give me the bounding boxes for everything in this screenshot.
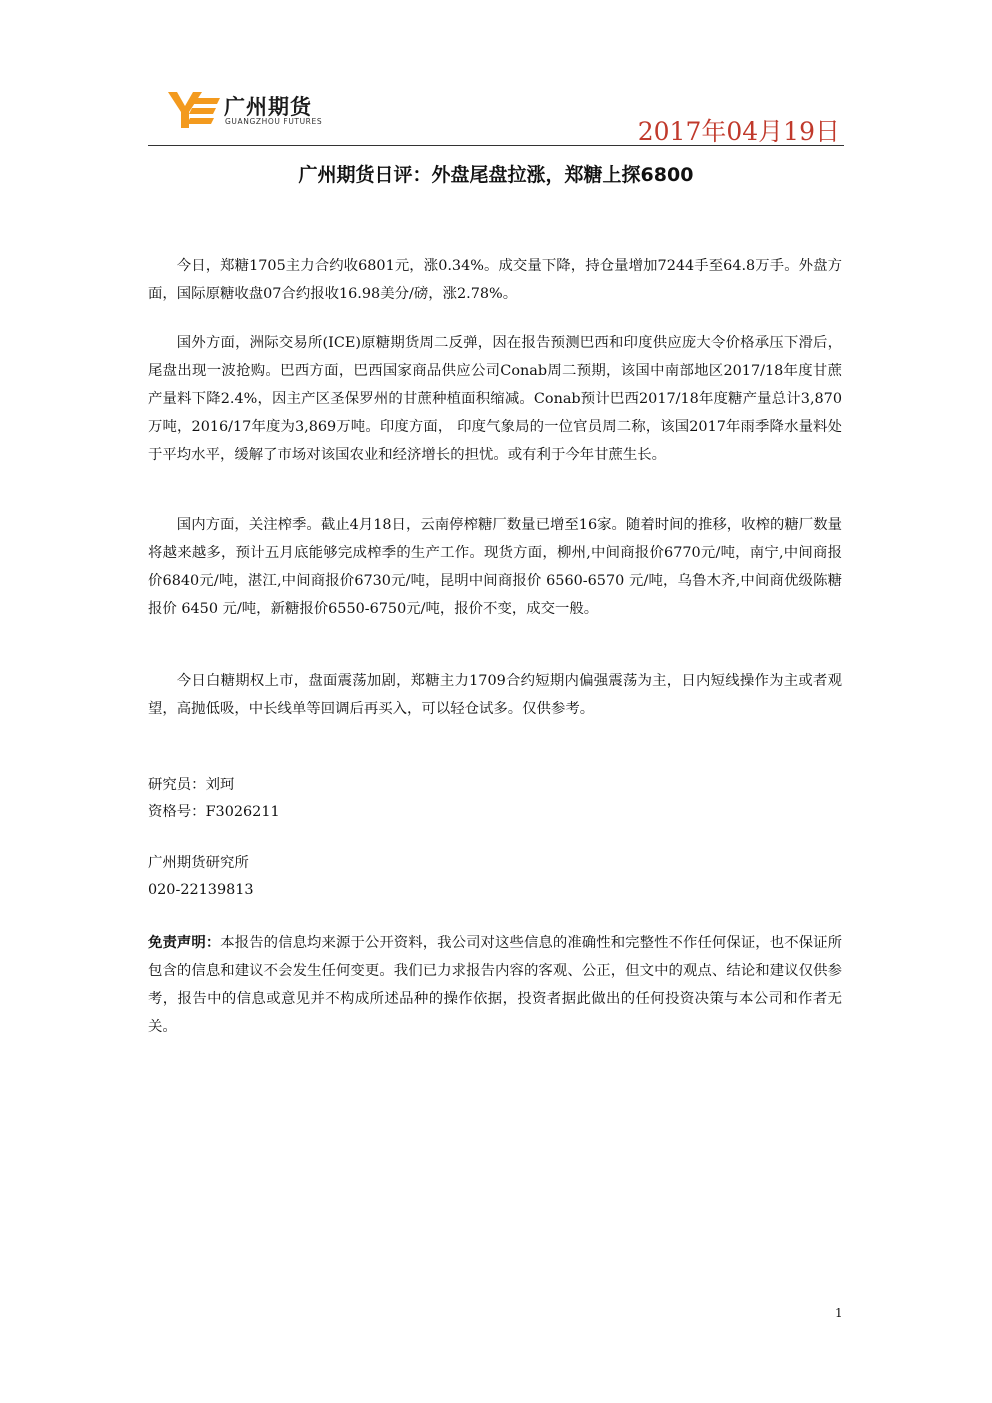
logo-mark-icon <box>168 90 222 130</box>
logo-english-name: GUANGZHOU FUTURES <box>225 117 323 126</box>
disclaimer-label: 免责声明： <box>148 935 221 951</box>
disclaimer-text: 本报告的信息均来源于公开资料，我公司对这些信息的准确性和完整性不作任何保证，也不保证所包含的信息和建议不会发生任何变更。我们已力求报告内容的客观、公正，但文中的观点、结论和建议仅供参考，报告中的信息或意见并不构成所述品种的操作依据，投资者据此做出的任何投资决策与本公司和作者无关。 <box>148 935 842 1035</box>
paragraph-domestic <box>148 511 842 623</box>
institute-name: 广州期货研究所 <box>148 855 249 871</box>
paragraph-market-summary <box>148 252 842 308</box>
header-divider <box>148 145 844 146</box>
report-title: 广州期货日评：外盘尾盘拉涨，郑糖上探6800 <box>298 164 694 186</box>
page-number: 1 <box>835 1306 843 1320</box>
paragraph-text: 今日，郑糖1705主力合约收6801元，涨0.34%。成交量下降，持仓量增加7244手至64.8万手。外盘方面，国际原糖收盘07合约报收16.98美分/磅，涨2.78%。 <box>148 258 842 302</box>
license-number: 资格号：F3026211 <box>148 804 280 820</box>
paragraph-international <box>148 329 842 469</box>
logo-chinese-name: 广州期货 <box>224 95 312 119</box>
disclaimer <box>148 929 842 1041</box>
paragraph-outlook <box>148 667 842 723</box>
contact-phone: 020-22139813 <box>148 882 254 898</box>
company-logo <box>168 90 358 134</box>
paragraph-text: 国外方面，洲际交易所(ICE)原糖期货周二反弹，因在报告预测巴西和印度供应庞大令价格承压下滑后，尾盘出现一波抢购。巴西方面，巴西国家商品供应公司Conab周二预期，该国中南部地区2017/18年度甘蔗产量料下降2.4%，因主产区圣保罗州的甘蔗种植面积缩减。Conab预计巴西2017/18年度糖产量总计3,870万吨，2016/17年度为3,869万吨。印度方面， 印度气象局的一位官员周二称，该国2017年雨季降水量料处于平均水平，缓解了市场对该国农业和经济增长的担忧。或有利于今年甘蔗生长。 <box>148 335 842 463</box>
report-date: 2017年04月19日 <box>637 117 840 146</box>
researcher-name: 研究员：刘珂 <box>148 777 235 793</box>
paragraph-text: 今日白糖期权上市，盘面震荡加剧，郑糖主力1709合约短期内偏强震荡为主，日内短线操作为主或者观望，高抛低吸，中长线单等回调后再买入，可以轻仓试多。仅供参考。 <box>148 673 842 717</box>
paragraph-text: 国内方面，关注榨季。截止4月18日，云南停榨糖厂数量已增至16家。随着时间的推移，收榨的糖厂数量将越来越多，预计五月底能够完成榨季的生产工作。现货方面，柳州,中间商报价6770元/吨，南宁,中间商报价6840元/吨，湛江,中间商报价6730元/吨，昆明中间商报价 6560-6570 元/吨，乌鲁木齐,中间商优级陈糖报价 6450 元/吨，新糖报价6550-6750元/吨，报价不变，成交一般。 <box>148 517 842 617</box>
